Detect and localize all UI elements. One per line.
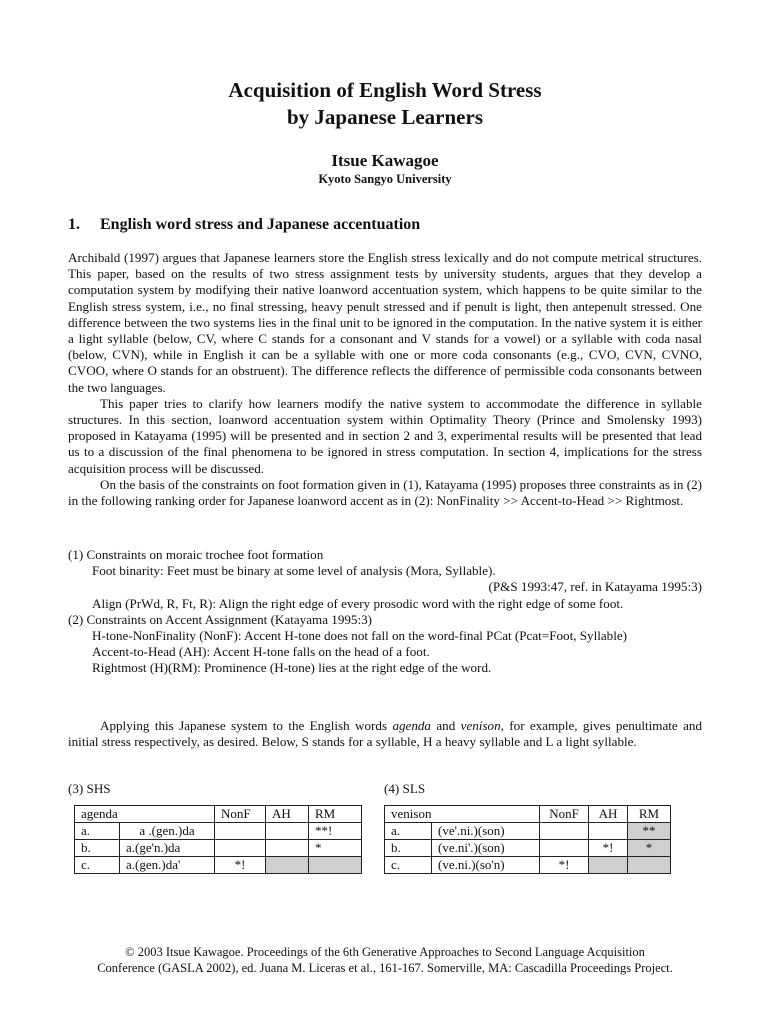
paragraph-3: On the basis of the constraints on foot formation given in (1), Katayama (1995) proposes three constraints as in (2) in the following ranking order for Japanese loanword accent as in (2): NonFinality >> Accent-to-Head >> Rightmost.: [68, 476, 702, 509]
ah-violation: [589, 823, 628, 840]
rm-violation: **!: [309, 823, 362, 840]
candidate-form: a.(gen.)da': [120, 857, 215, 874]
table-header-ah: AH: [266, 806, 309, 823]
ah-violation: [589, 857, 628, 874]
table-header-ah: AH: [589, 806, 628, 823]
ah-violation: [266, 857, 309, 874]
rm-violation: [628, 857, 671, 874]
candidate-form: a.(ge'n.)da: [120, 840, 215, 857]
table-header-nonf: NonF: [215, 806, 266, 823]
tableau-shs: [74, 805, 362, 874]
examples-block: [68, 547, 702, 677]
nonf-violation: [540, 823, 589, 840]
table-row: [75, 857, 362, 874]
candidate-id: a.: [75, 823, 120, 840]
applying-text-end: , for example, gives penultimate and initial stress respectively, as desired. Below, S stands for a syllable, H a heavy syllable and L a light syllable.: [68, 718, 703, 750]
table-row: [75, 840, 362, 857]
rm-violation: **: [628, 823, 671, 840]
example-1-align: Align (PrWd, R, Ft, R): Align the right edge of every prosodic word with the right edge of some foot.: [92, 595, 624, 611]
candidate-id: c.: [385, 857, 432, 874]
author-name: Itsue Kawagoe: [331, 151, 439, 170]
candidate-id: a.: [385, 823, 432, 840]
nonf-violation: *!: [540, 857, 589, 874]
table-header-rm: RM: [628, 806, 671, 823]
ah-violation: *!: [589, 840, 628, 857]
table-header-nonf: NonF: [540, 806, 589, 823]
nonf-violation: [540, 840, 589, 857]
body-text: [68, 250, 702, 509]
example-2-nonfinality: H-tone-NonFinality (NonF): Accent H-tone does not fall on the word-final PCat (Pcat=Foot, Syllable): [92, 628, 628, 644]
applying-paragraph: [68, 718, 702, 750]
applying-text-start: Applying this Japanese system to the English words: [100, 718, 393, 733]
table-row: [385, 857, 671, 874]
candidate-form: (ve.ni.)(so'n): [432, 857, 540, 874]
example-1-heading: (1) Constraints on moraic trochee foot formation: [68, 547, 324, 562]
author-affiliation: Kyoto Sangyo University: [318, 172, 452, 186]
rm-violation: *: [628, 840, 671, 857]
word-agenda: agenda: [392, 718, 431, 733]
applying-text-mid: and: [430, 718, 461, 733]
section-number: 1.: [68, 216, 80, 233]
nonf-violation: *!: [215, 857, 266, 874]
table-3-label: (3) SHS: [68, 781, 111, 796]
copyright-footer: [68, 944, 702, 976]
table-4-label: (4) SLS: [384, 781, 426, 796]
table-header-word: agenda: [75, 806, 215, 823]
section-title: English word stress and Japanese accentuation: [100, 216, 421, 233]
table-row: [385, 840, 671, 857]
candidate-form: a .(gen.)da: [120, 823, 215, 840]
table-header-rm: RM: [309, 806, 362, 823]
example-1-reference: (P&S 1993:47, ref. in Katayama 1995:3): [488, 579, 702, 595]
footer-line-1: © 2003 Itsue Kawagoe. Proceedings of the 6th Generative Approaches to Second Language Acquisition: [125, 945, 645, 959]
example-1-foot-binarity: Foot binarity: Feet must be binary at some level of analysis (Mora, Syllable).: [92, 563, 496, 579]
table-row: [75, 823, 362, 840]
paragraph-2: This paper tries to clarify how learners modify the native system to accommodate the difference in syllable structures. In this section, loanword accentuation system within Optimality Theory (Prince and Smolensky 1993) proposed in Katayama (1995) will be presented and in section 2 and 3, experimental results will be presented that lead us to a discussion of the final phenomena to be ignored in stress computation. In section 4, implications for the stress acquisition process will be discussed.: [68, 395, 702, 476]
example-2-accent-to-head: Accent-to-Head (AH): Accent H-tone falls on the head of a foot.: [92, 644, 430, 660]
candidate-form: (ve.ni'.)(son): [432, 840, 540, 857]
nonf-violation: [215, 823, 266, 840]
table-row: [385, 823, 671, 840]
footer-line-2: Conference (GASLA 2002), ed. Juana M. Liceras et al., 161-167. Somerville, MA: Cascadilla Proceedings Project.: [97, 961, 673, 975]
table-header-row: [385, 806, 671, 823]
table-header-word: venison: [385, 806, 540, 823]
section-heading: [68, 216, 420, 234]
tableau-sls: [384, 805, 671, 874]
candidate-id: b.: [75, 840, 120, 857]
ah-violation: [266, 840, 309, 857]
candidate-id: c.: [75, 857, 120, 874]
paragraph-1: Archibald (1997) argues that Japanese learners store the English stress lexically and do not compute metrical structures. This paper, based on the results of two stress assignment tests by university students, argues that they develop a computation system by modifying their native loanword accentuation system, which happens to be quite similar to the English stress system, i.e., no final stressing, heavy penult stressed and if penult is light, then antepenult stressed. One difference between the two systems lies in the final unit to be ignored in the computation. In the native system it is either a light syllable (below, CV, where C stands for a consonant and V stands for a vowel) or a syllable with coda nasal (below, CVN), while in English it can be a syllable with one or more coda consonants (e.g., CVO, CVN, CVNO, CVOO, where O stands for an obstruent). The difference reflects the difference of permissible coda consonants between the two languages.: [68, 250, 702, 395]
example-2-heading: (2) Constraints on Accent Assignment (Katayama 1995:3): [68, 611, 373, 627]
rm-violation: *: [309, 840, 362, 857]
nonf-violation: [215, 840, 266, 857]
paper-title-line-2: by Japanese Learners: [287, 105, 483, 129]
table-header-row: [75, 806, 362, 823]
candidate-id: b.: [385, 840, 432, 857]
paper-title-line-1: Acquisition of English Word Stress: [228, 78, 542, 102]
candidate-form: (ve'.ni.)(son): [432, 823, 540, 840]
example-2-rightmost: Rightmost (H)(RM): Prominence (H-tone) lies at the right edge of the word.: [92, 660, 492, 676]
word-venison: venison: [460, 718, 501, 733]
ah-violation: [266, 823, 309, 840]
rm-violation: [309, 857, 362, 874]
